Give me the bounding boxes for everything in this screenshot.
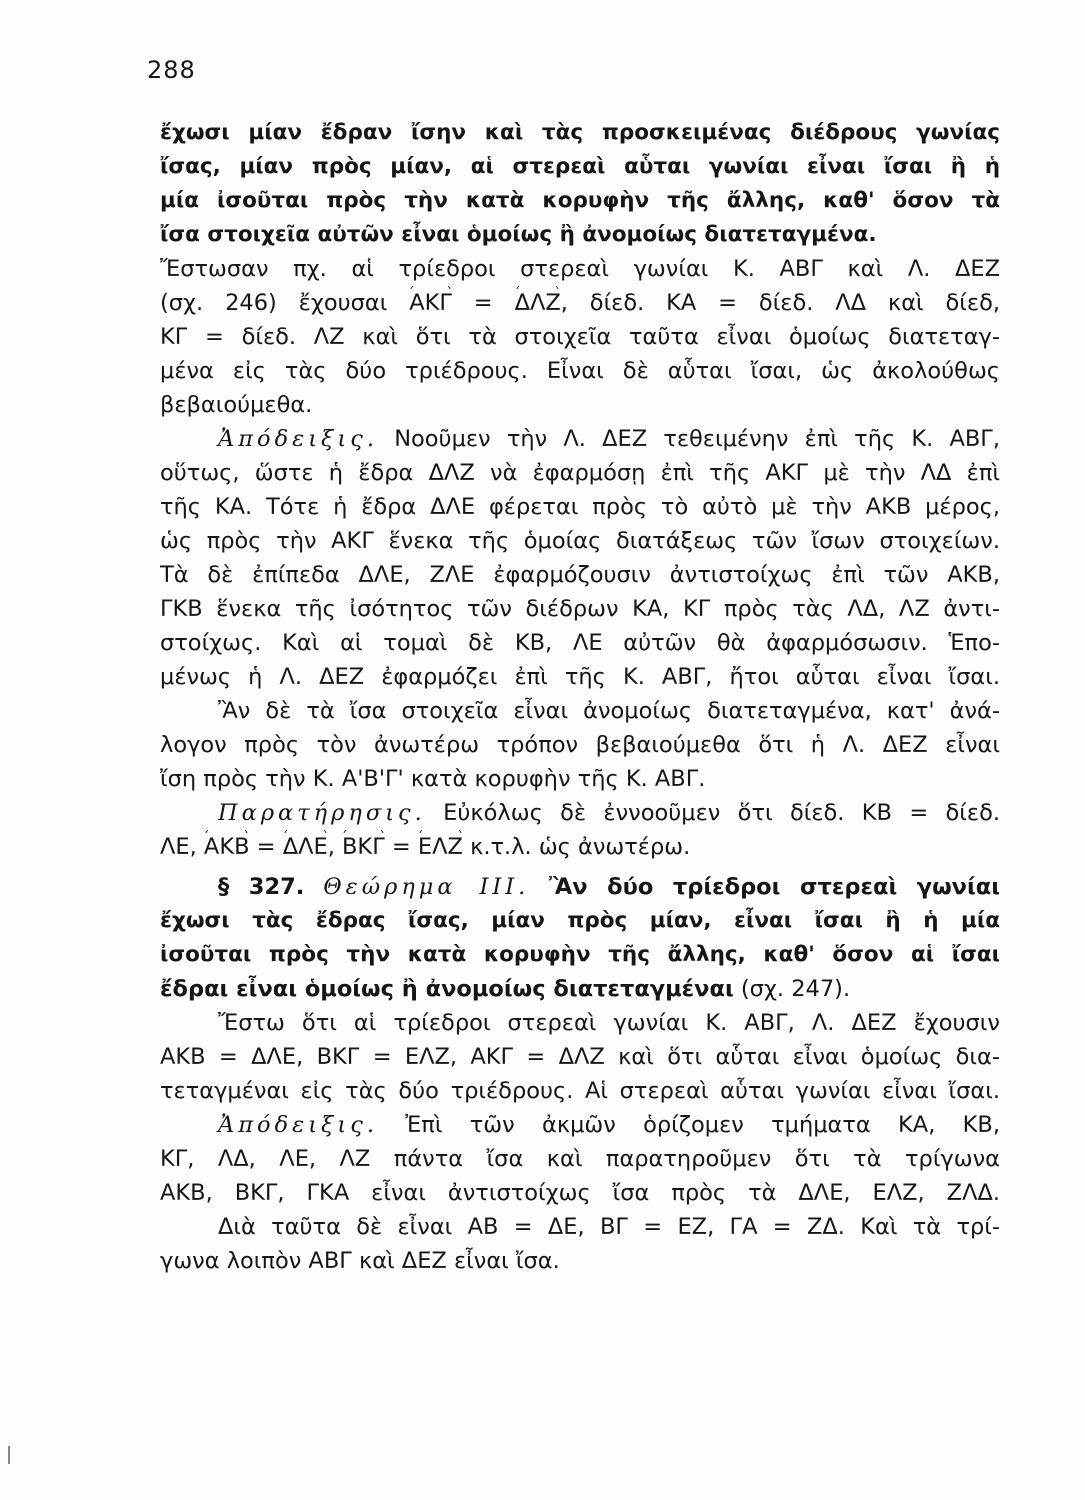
theorem-text: Ἂν δύο τρίεδροι στερεαὶ γωνίαι bbox=[529, 874, 1000, 900]
theorem-title: Θεώρημα ΙΙΙ. bbox=[323, 874, 530, 900]
text-line: λογον πρὸς τὸν ἀνωτέρω τρόπον βεβαιούμεθα ὅτι ἡ Λ. ΔΕΖ εἶναι bbox=[160, 732, 1000, 758]
text-line: ΓΚΒ ἕνεκα τῆς ἰσότητος τῶν διέδρων ΚΑ, ΚΓ πρὸς τὰς ΛΔ, ΛΖ ἀντι- bbox=[160, 596, 1000, 622]
text-line: στοίχως. Καὶ αἱ τομαὶ δὲ ΚΒ, ΛΕ αὐτῶν θὰ ἀφαρμόσωσιν. Ἑπο- bbox=[160, 630, 1000, 656]
page-number: 288 bbox=[147, 56, 196, 84]
line-text: = bbox=[451, 290, 515, 316]
text-line: μένα εἰς τὰς δύο τριέδρους. Εἶναι δὲ αὗται ἴσαι, ὡς ἀκολούθως bbox=[160, 358, 1000, 384]
text-line bbox=[160, 286, 1000, 320]
line-text: Εὐκόλως δὲ ἐννοοῦμεν ὅτι δίεδ. ΚΒ = δίεδ. bbox=[425, 800, 1000, 826]
section-heading: Παρατήρησις. bbox=[218, 800, 426, 826]
text-line: τῆς ΚΑ. Τότε ἡ ἔδρα ΔΛΕ φέρεται πρὸς τὸ αὐτὸ μὲ τὴν ΑΚΒ μέρος, bbox=[160, 494, 1000, 520]
angle-label: ΔΛΕ bbox=[283, 830, 328, 864]
section-heading: Ἀπόδειξις. bbox=[218, 426, 378, 452]
text-line: ἴσα στοιχεῖα αὐτῶν εἶναι ὁμοίως ἢ ἀνομοίως διατεταγμένα. bbox=[160, 222, 877, 247]
text-line bbox=[160, 870, 1000, 904]
line-text: , δίεδ. ΚΑ = δίεδ. ΛΔ καὶ δίεδ, bbox=[560, 290, 1000, 316]
angle-label: ΕΛΖ bbox=[418, 830, 463, 864]
text-line: μία ἰσοῦται πρὸς τὴν κατὰ κορυφὴν τῆς ἄλλης, καθ' ὅσον τὰ bbox=[160, 188, 1000, 213]
body-text bbox=[160, 116, 1000, 1278]
text-line bbox=[160, 796, 1000, 830]
text-line bbox=[160, 830, 1000, 864]
angle-label: ΔΛΖ bbox=[515, 286, 561, 320]
text-line: ἔχωσι τὰς ἔδρας ἴσας, μίαν πρὸς μίαν, εἶναι ἴσαι ἢ ἡ μία bbox=[160, 908, 1000, 933]
section-heading: Ἀπόδειξις. bbox=[218, 1112, 378, 1138]
theorem-text: ἔδραι εἶναι ὁμοίως ἢ ἀνομοίως διατεταγμέναι bbox=[160, 976, 734, 1002]
text-line: Τὰ δὲ ἐπίπεδα ΔΛΕ, ΖΛΕ ἐφαρμόζουσιν ἀντιστοίχως ἐπὶ τῶν ΑΚΒ, bbox=[160, 562, 1000, 588]
text-line: ΚΓ, ΛΔ, ΛΕ, ΛΖ πάντα ἴσα καὶ παρατηροῦμεν ὅτι τὰ τρίγωνα bbox=[160, 1146, 1000, 1172]
line-text: = bbox=[384, 834, 418, 860]
text-line bbox=[160, 422, 1000, 456]
text-line bbox=[160, 1108, 1000, 1142]
line-text: Ἐπὶ τῶν ἀκμῶν ὁρίζομεν τμήματα ΚΑ, ΚΒ, bbox=[378, 1112, 1000, 1138]
angle-label: ΒΚΓ bbox=[342, 830, 385, 864]
line-text: , bbox=[327, 834, 342, 860]
text-line: γωνα λοιπὸν ΑΒΓ καὶ ΔΕΖ εἶναι ἴσα. bbox=[160, 1248, 560, 1274]
angle-label: ΑΚΓ bbox=[409, 286, 452, 320]
text-line: ἴση πρὸς τὴν Κ. Α'Β'Γ' κατὰ κορυφὴν τῆς Κ. ΑΒΓ. bbox=[160, 766, 706, 792]
text-line: οὕτως, ὥστε ἡ ἔδρα ΔΛΖ νὰ ἐφαρμόσῃ ἐπὶ τῆς ΑΚΓ μὲ τὴν ΛΔ ἐπὶ bbox=[160, 460, 1000, 486]
margin-mark bbox=[8, 1446, 10, 1464]
text-line: ΑΚΒ, ΒΚΓ, ΓΚΑ εἶναι ἀντιστοίχως ἴσα πρὸς τὰ ΔΛΕ, ΕΛΖ, ΖΛΔ. bbox=[160, 1180, 1000, 1206]
text-line: ἰσοῦται πρὸς τὴν κατὰ κορυφὴν τῆς ἄλλης, καθ' ὅσον αἱ ἴσαι bbox=[160, 942, 1000, 967]
text-line: ἴσας, μίαν πρὸς μίαν, αἱ στερεαὶ αὗται γωνίαι εἶναι ἴσαι ἢ ἡ bbox=[160, 154, 1000, 179]
line-text: κ.τ.λ. ὡς ἀνωτέρω. bbox=[462, 834, 691, 860]
text-line: βεβαιούμεθα. bbox=[160, 392, 313, 418]
text-line bbox=[160, 972, 1000, 1006]
line-text: (σχ. 246) ἔχουσαι bbox=[160, 290, 410, 316]
text-line: ἔχωσι μίαν ἔδραν ἴσην καὶ τὰς προσκειμένας διέδρους γωνίας bbox=[160, 120, 1000, 145]
text-line: τεταγμέναι εἰς τὰς δύο τριέδρους. Αἱ στερεαὶ αὗται γωνίαι εἶναι ἴσαι. bbox=[160, 1078, 1000, 1104]
text-line: Ἂν δὲ τὰ ἴσα στοιχεῖα εἶναι ἀνομοίως διατεταγμένα, κατ' ἀνά- bbox=[218, 698, 1000, 724]
angle-label: ΑΚΒ bbox=[204, 830, 250, 864]
text-line: Διὰ ταῦτα δὲ εἶναι ΑΒ = ΔΕ, ΒΓ = ΕΖ, ΓΑ = ΖΔ. Καὶ τὰ τρί- bbox=[218, 1214, 1000, 1240]
text-line: μένως ἡ Λ. ΔΕΖ ἐφαρμόζει ἐπὶ τῆς Κ. ΑΒΓ, ἤτοι αὗται εἶναι ἴσαι. bbox=[160, 664, 1000, 690]
text-line: ὡς πρὸς τὴν ΑΚΓ ἕνεκα τῆς ὁμοίας διατάξεως τῶν ἴσων στοιχείων. bbox=[160, 528, 1000, 554]
text-line: ΑΚΒ = ΔΛΕ, ΒΚΓ = ΕΛΖ, ΑΚΓ = ΔΛΖ καὶ ὅτι αὗται εἶναι ὁμοίως δια- bbox=[160, 1044, 1000, 1070]
text-line: Ἔστωσαν πχ. αἱ τρίεδροι στερεαὶ γωνίαι Κ. ΑΒΓ καὶ Λ. ΔΕΖ bbox=[160, 256, 1000, 282]
figure-ref: (σχ. 247). bbox=[733, 976, 851, 1002]
text-line: Ἔστω ὅτι αἱ τρίεδροι στερεαὶ γωνίαι Κ. ΑΒΓ, Λ. ΔΕΖ ἔχουσιν bbox=[218, 1010, 1000, 1036]
line-text: ΛΕ, bbox=[160, 834, 204, 860]
section-number: § 327. bbox=[218, 874, 305, 900]
line-text: = bbox=[249, 834, 283, 860]
text-line: ΚΓ = δίεδ. ΛΖ καὶ ὅτι τὰ στοιχεῖα ταῦτα εἶναι ὁμοίως διατεταγ- bbox=[160, 324, 1000, 350]
line-text: Νοοῦμεν τὴν Λ. ΔΕΖ τεθειμένην ἐπὶ τῆς Κ. ΑΒΓ, bbox=[378, 426, 1000, 452]
